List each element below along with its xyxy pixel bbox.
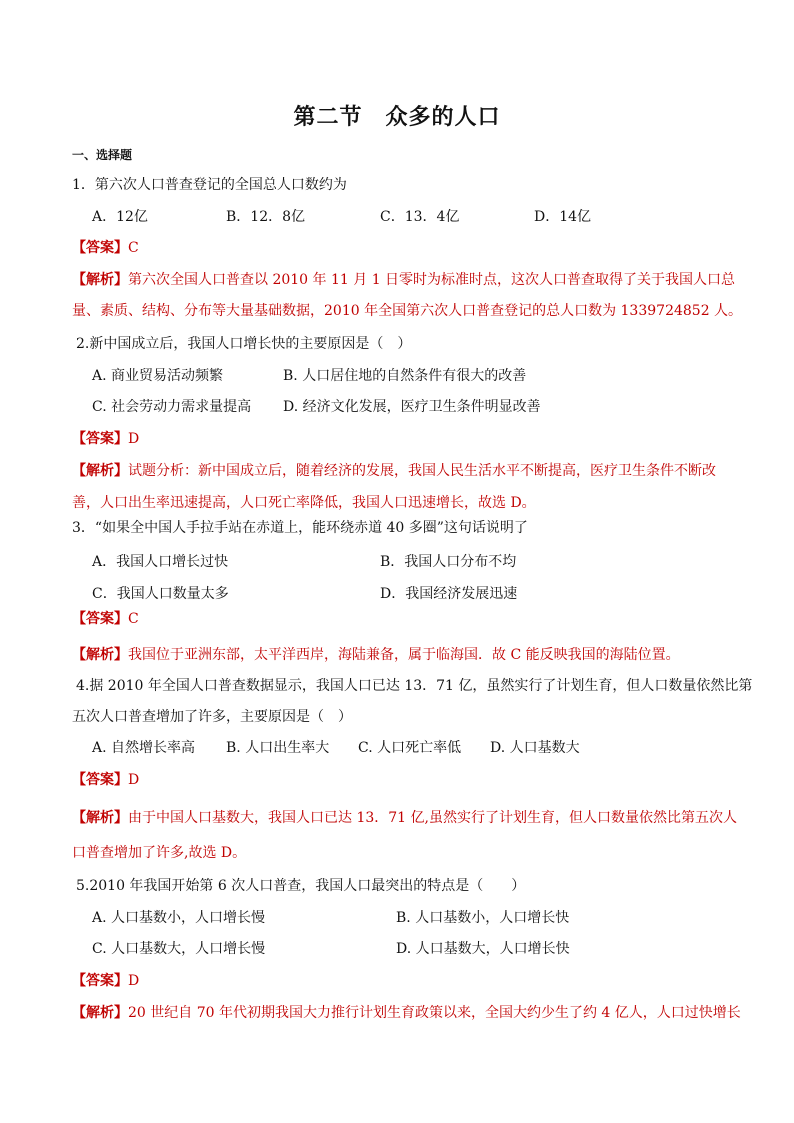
analysis-tag: 【解析】 (72, 463, 128, 479)
answer-value: C (128, 611, 139, 627)
answer-tag: 【答案】 (72, 772, 128, 788)
q2-option-a: A. 商业贸易活动频繁 (92, 368, 224, 384)
q1-analysis-line-2: 量、素质、结构、分布等大量基础数据，2010 年全国第六次人口普查登记的总人口数为 1339724852 人。 (72, 303, 743, 319)
answer-tag: 【答案】 (72, 431, 128, 447)
q5-option-a: A. 人口基数小，人口增长慢 (92, 910, 266, 926)
analysis-text: 第六次全国人口普查以 2010 年 11 月 1 日零时为标准时点，这次人口普查取得了关于我国人口总 (128, 272, 736, 288)
q4-option-b: B. 人口出生率大 (226, 740, 330, 756)
page-title: 第二节 众多的人口 (293, 105, 501, 130)
q4-option-d: D. 人口基数大 (490, 740, 580, 756)
q3-option-d: D．我国经济发展迅速 (380, 586, 518, 602)
section-heading: 一、选择题 (72, 148, 133, 162)
q3-option-a: A．我国人口增长过快 (92, 554, 229, 570)
analysis-text: 试题分析：新中国成立后，随着经济的发展，我国人民生活水平不断提高，医疗卫生条件不断改 (128, 463, 716, 479)
analysis-text: 我国位于亚洲东部，太平洋西岸，海陆兼备，属于临海国．故 C 能反映我国的海陆位置。 (128, 647, 680, 663)
answer-value: D (128, 431, 140, 447)
q5-answer (72, 971, 139, 991)
q2-option-b: B. 人口居住地的自然条件有很大的改善 (283, 368, 527, 384)
q5-option-b: B. 人口基数小，人口增长快 (396, 910, 570, 926)
analysis-text: 20 世纪自 70 年代初期我国大力推行计划生育政策以来，全国大约少生了约 4 亿人，人口过快增长 (128, 1005, 741, 1021)
question-3-stem: 3．“如果全中国人手拉手站在赤道上，能环绕赤道 40 多圈”这句话说明了 (72, 520, 528, 536)
question-5-stem: 5.2010 年我国开始第 6 次人口普查，我国人口最突出的特点是（ ） (76, 878, 526, 894)
q2-option-d: D. 经济文化发展，医疗卫生条件明显改善 (283, 399, 541, 415)
answer-tag: 【答案】 (72, 240, 128, 256)
q3-answer (72, 609, 139, 629)
q4-analysis-line-1 (72, 808, 737, 828)
q2-analysis-line-1 (72, 461, 716, 481)
q1-option-d: D．14亿 (534, 209, 592, 225)
question-1-stem: 1．第六次人口普查登记的全国总人口数约为 (72, 177, 347, 193)
analysis-tag: 【解析】 (72, 1005, 128, 1021)
question-4-stem-line-2: 五次人口普查增加了许多，主要原因是（ ） (72, 709, 352, 725)
q2-answer (72, 429, 139, 449)
q1-analysis-line-1 (72, 270, 735, 290)
analysis-tag: 【解析】 (72, 810, 128, 826)
q4-option-a: A. 自然增长率高 (92, 740, 196, 756)
q4-option-c: C. 人口死亡率低 (358, 740, 462, 756)
q1-option-b: B．12．8亿 (226, 209, 306, 225)
q5-option-d: D. 人口基数大，人口增长快 (396, 941, 570, 957)
q3-option-c: C．我国人口数量太多 (92, 586, 229, 602)
question-2-stem: 2.新中国成立后，我国人口增长快的主要原因是（ ） (76, 336, 412, 352)
q1-option-c: C．13．4亿 (380, 209, 460, 225)
analysis-tag: 【解析】 (72, 272, 128, 288)
q3-option-b: B．我国人口分布不均 (380, 554, 517, 570)
q4-answer (72, 770, 139, 790)
q1-answer (72, 238, 139, 258)
q3-analysis-line-1 (72, 645, 680, 665)
q5-analysis-line-1 (72, 1003, 741, 1023)
answer-value: C (128, 240, 139, 256)
analysis-tag: 【解析】 (72, 647, 128, 663)
q4-analysis-line-2: 口普查增加了许多,故选 D。 (72, 845, 247, 861)
analysis-text: 由于中国人口基数大，我国人口已达 13．71 亿,虽然实行了计划生育，但人口数量依然比第五次人 (128, 810, 737, 826)
answer-value: D (128, 973, 140, 989)
answer-value: D (128, 772, 140, 788)
question-4-stem-line-1: 4.据 2010 年全国人口普查数据显示，我国人口已达 13．71 亿，虽然实行了计划生育，但人口数量依然比第 (76, 678, 753, 694)
q2-analysis-line-2: 善，人口出生率迅速提高，人口死亡率降低，我国人口迅速增长，故选 D。 (72, 495, 536, 511)
q2-option-c: C. 社会劳动力需求量提高 (92, 399, 252, 415)
q5-option-c: C. 人口基数大，人口增长慢 (92, 941, 266, 957)
answer-tag: 【答案】 (72, 973, 128, 989)
q1-option-a: A．12亿 (92, 209, 148, 225)
answer-tag: 【答案】 (72, 611, 128, 627)
